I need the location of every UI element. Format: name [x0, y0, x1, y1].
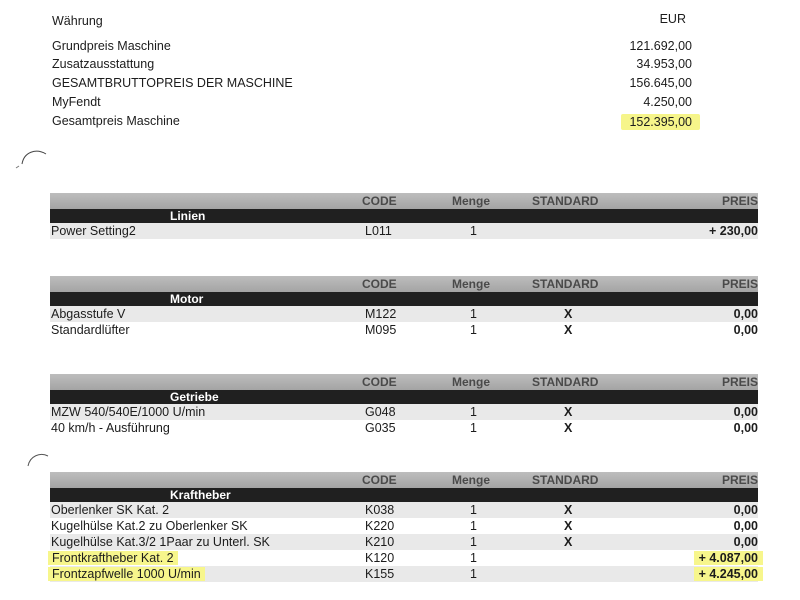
column-price: PREIS	[721, 473, 758, 487]
total-price-value: 152.395,00	[621, 114, 700, 130]
item-name: Kugelhülse Kat.3/2 1Paar zu Unterl. SK	[51, 535, 270, 549]
item-name: Frontzapfwelle 1000 U/min	[48, 567, 205, 581]
item-qty: 1	[470, 551, 477, 565]
section-title-bar	[50, 488, 758, 502]
section-motor	[50, 276, 758, 338]
item-name: 40 km/h - Ausführung	[51, 421, 170, 435]
section-getriebe	[50, 374, 758, 436]
table-row	[50, 322, 758, 338]
section-title-bar	[50, 390, 758, 404]
item-standard: X	[564, 323, 573, 337]
column-price: PREIS	[721, 277, 758, 291]
item-code: G035	[365, 421, 396, 435]
item-name: Standardlüfter	[51, 323, 130, 337]
item-price: 0,00	[733, 323, 758, 337]
section-title: Kraftheber	[170, 488, 231, 502]
item-standard: X	[564, 405, 573, 419]
column-price: PREIS	[721, 194, 758, 208]
item-standard: X	[564, 503, 573, 517]
table-header	[50, 193, 758, 209]
column-standard: STANDARD	[532, 277, 599, 291]
table-row	[50, 502, 758, 518]
column-code: CODE	[362, 277, 397, 291]
item-code: K210	[365, 535, 395, 549]
item-name: MZW 540/540E/1000 U/min	[51, 405, 206, 419]
table-row	[50, 534, 758, 550]
section-title-bar	[50, 292, 758, 306]
table-row	[50, 223, 758, 239]
item-qty: 1	[470, 323, 477, 337]
column-code: CODE	[362, 473, 397, 487]
item-price: 0,00	[733, 307, 758, 321]
item-code: L011	[365, 224, 392, 238]
item-price: 0,00	[733, 421, 758, 435]
item-price: 0,00	[733, 535, 758, 549]
scan-mark	[14, 142, 54, 172]
summary-label: Grundpreis Maschine	[52, 39, 171, 53]
item-price: 0,00	[733, 503, 758, 517]
summary-label: Zusatzausstattung	[52, 57, 155, 71]
summary-value: 4.250,00	[643, 95, 692, 109]
column-qty: Menge	[452, 277, 491, 291]
item-price: + 230,00	[708, 224, 758, 238]
item-price: 0,00	[733, 405, 758, 419]
item-standard: X	[564, 421, 573, 435]
summary-row-gross-total	[0, 76, 800, 94]
section-title-bar	[50, 209, 758, 223]
item-qty: 1	[470, 224, 477, 238]
item-qty: 1	[470, 503, 477, 517]
summary-value: 156.645,00	[629, 76, 692, 90]
item-standard: X	[564, 535, 573, 549]
summary-row-myfendt	[0, 95, 800, 113]
table-header	[50, 374, 758, 390]
table-row	[50, 518, 758, 534]
table-row	[50, 566, 758, 582]
item-price: + 4.087,00	[694, 551, 763, 565]
column-qty: Menge	[452, 194, 491, 208]
column-code: CODE	[362, 194, 397, 208]
item-price: + 4.245,00	[694, 567, 763, 581]
section-title: Motor	[170, 292, 204, 306]
item-standard: X	[564, 519, 573, 533]
item-qty: 1	[470, 567, 477, 581]
table-row	[50, 420, 758, 436]
section-title: Linien	[170, 209, 206, 223]
item-code: K038	[365, 503, 395, 517]
item-name: Abgasstufe V	[51, 307, 126, 321]
item-qty: 1	[470, 307, 477, 321]
item-code: M095	[365, 323, 397, 337]
item-code: G048	[365, 405, 396, 419]
table-row	[50, 404, 758, 420]
item-qty: 1	[470, 519, 477, 533]
summary-row-total-price	[0, 114, 800, 132]
item-qty: 1	[470, 405, 477, 419]
summary-label: MyFendt	[52, 95, 101, 109]
summary-value: 34.953,00	[636, 57, 692, 71]
item-code: K220	[365, 519, 395, 533]
summary-value: 121.692,00	[629, 39, 692, 53]
item-name: Kugelhülse Kat.2 zu Oberlenker SK	[51, 519, 248, 533]
item-code: K155	[365, 567, 395, 581]
column-standard: STANDARD	[532, 375, 599, 389]
column-price: PREIS	[721, 375, 758, 389]
column-standard: STANDARD	[532, 473, 599, 487]
column-qty: Menge	[452, 375, 491, 389]
summary-row-extras	[0, 57, 800, 75]
section-linien	[50, 193, 758, 239]
table-header	[50, 276, 758, 292]
section-title: Getriebe	[170, 390, 219, 404]
table-header	[50, 472, 758, 488]
column-standard: STANDARD	[532, 194, 599, 208]
section-kraftheber	[50, 472, 758, 582]
table-row	[50, 550, 758, 566]
currency-value: EUR	[659, 12, 686, 26]
currency-label: Währung	[52, 14, 103, 28]
item-price: 0,00	[733, 519, 758, 533]
summary-label: Gesamtpreis Maschine	[52, 114, 180, 128]
summary-label: GESAMTBRUTTOPREIS DER MASCHINE	[52, 76, 293, 90]
summary-row-base-price	[0, 39, 800, 57]
item-code: M122	[365, 307, 397, 321]
currency-row	[0, 14, 800, 32]
item-code: K120	[365, 551, 395, 565]
item-qty: 1	[470, 421, 477, 435]
column-qty: Menge	[452, 473, 491, 487]
item-name: Power Setting2	[51, 224, 136, 238]
column-code: CODE	[362, 375, 397, 389]
table-row	[50, 306, 758, 322]
item-name: Frontkraftheber Kat. 2	[48, 551, 178, 565]
item-standard: X	[564, 307, 573, 321]
item-qty: 1	[470, 535, 477, 549]
item-name: Oberlenker SK Kat. 2	[51, 503, 170, 517]
